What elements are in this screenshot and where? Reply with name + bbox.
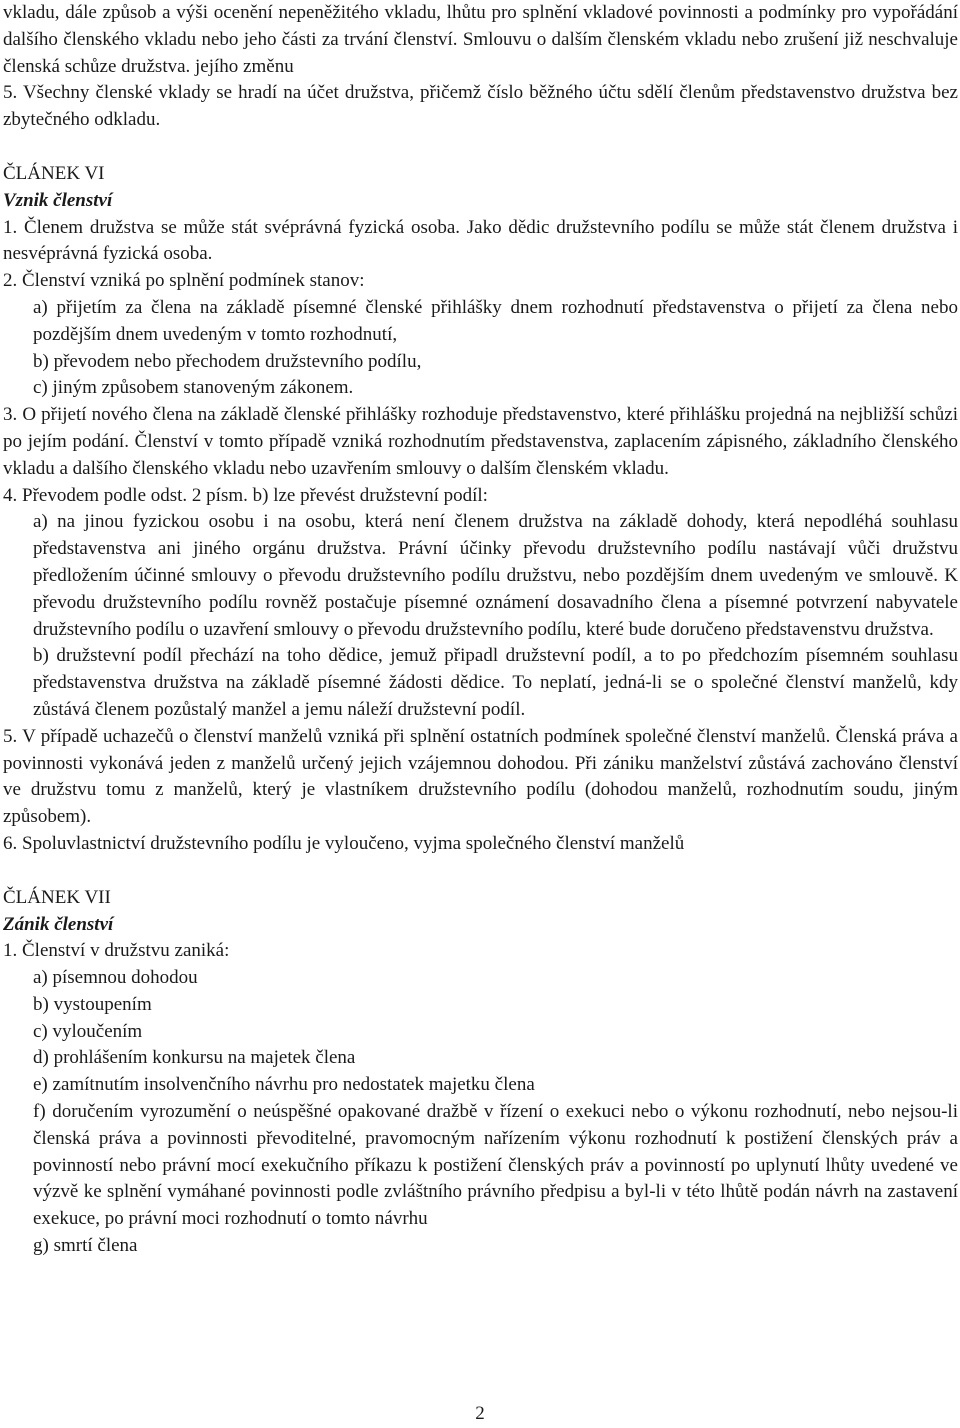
article7-item-a: a) písemnou dohodou (33, 967, 198, 989)
article7-item-f: f) doručením vyrozumění o neúspěšné opakované dražbě v řízení o exekuci nebo o výkonu rozhodnutí, nebo nejsou-li členská práva a povinnosti převoditelné, pravomocným nařízením výkonu rozhodnutí k postižení členských práv a povinností nebo právní mocí exekučního příkazu k postižení členských práv a povinností po uplynutí lhůty uvedené ve výzvě ke splnění vymáhané povinnosti podle zvláštního právního předpisu a byl-li v této lhůtě podán návrh na zastavení exekuce, po právní moci rozhodnutí o tomto návrhu (33, 1101, 958, 1230)
spacer (3, 858, 958, 885)
article7-item-c: c) vyloučením (33, 1020, 143, 1042)
article6-title: Vznik členství (3, 189, 113, 211)
article7-title: Zánik členství (3, 913, 114, 935)
article5-paragraph-4-continuation: vkladu, dále způsob a výši ocenění nepeněžitého vkladu, lhůtu pro splnění vkladové povinnosti a podmínky pro vypořádání dalšího členského vkladu nebo jeho části za trvání členství. Smlouvu o dalším členském vkladu nebo zrušení již neschvaluje členská schůze družstva. jejího změnu (3, 2, 958, 77)
article6-paragraph-4: 4. Převodem podle odst. 2 písm. b) lze převést družstevní podíl: (3, 484, 488, 506)
article5-paragraph-5: 5. Všechny členské vklady se hradí na účet družstva, přičemž číslo běžného účtu sdělí členům představenstvo družstva bez zbytečného odkladu. (3, 82, 958, 131)
document-page (3, 0, 958, 1260)
article6-paragraph-5: 5. V případě uchazečů o členství manželů vzniká při splnění ostatních podmínek společné členství manželů. Členská práva a povinnosti vykonává jeden z manželů určený jejich vzájemnou dohodou. Při zániku manželství zůstává zachováno členství ve družstvu tomu z manželů, který je vlastníkem družstevního podílu (dohodou manželů, rozhodnutím soudu, jiným způsobem). (3, 725, 958, 828)
article6-paragraph-6: 6. Spoluvlastnictví družstevního podílu je vyloučeno, vyjma společného členství manželů (3, 832, 685, 854)
spacer (3, 134, 958, 161)
page-number: 2 (475, 1403, 485, 1424)
article6-paragraph-3: 3. O přijetí nového člena na základě členské přihlášky rozhoduje představenstvo, které přihlášku projedná na nejbližší schůzi po jejím podání. Členství v tomto případě vzniká rozhodnutím představenstva, zaplacením zápisného, základního členského vkladu a dalšího členského vkladu nebo uzavřením smlouvy o dalším členském vkladu. (3, 404, 958, 479)
article6-paragraph-4a: a) na jinou fyzickou osobu i na osobu, která není členem družstva na základě dohody, která nepodléhá souhlasu představenstva ani jiného orgánu družstva. Právní účinky převodu družstevního podílu nastávají vůči družstvu předložením účinné smlouvy o převodu družstevního podílu družstvu, nebo pozdějším dnem uvedeným ve smlouvě. K převodu družstevního podílu rovněž postačuje písemné oznámení dosavadního člena a písemné potvrzení nabyvatele družstevního podílu o uzavření smlouvy o převodu družstevního podílu, které bude doručeno představenstvu družstva. (33, 511, 958, 640)
article7-paragraph-1: 1. Členství v družstvu zaniká: (3, 940, 230, 962)
article7-item-e: e) zamítnutím insolvenčního návrhu pro nedostatek majetku člena (33, 1074, 535, 1096)
article6-paragraph-1: 1. Členem družstva se může stát svéprávná fyzická osoba. Jako dědic družstevního podílu se může stát členem družstva i nesvéprávná fyzická osoba. (3, 216, 958, 265)
article7-heading: ČLÁNEK VII (3, 886, 111, 908)
article6-paragraph-4b: b) družstevní podíl přechází na toho dědice, jemuž připadl družstevní podíl, a to po předchozím písemném souhlasu představenstva družstva na základě písemné žádosti dědice. To neplatí, jedná-li se o společné členství manželů, kdy zůstává členem pozůstalý manžel a jemu náleží družstevní podíl. (33, 645, 958, 720)
article6-heading: ČLÁNEK VI (3, 162, 105, 184)
article6-paragraph-2c: c) jiným způsobem stanoveným zákonem. (33, 377, 354, 399)
article7-item-g: g) smrtí člena (33, 1235, 138, 1257)
article6-paragraph-2a: a) přijetím za člena na základě písemné členské přihlášky dnem rozhodnutí představenstva o přijetí za člena nebo pozdějším dnem uvedeným v tomto rozhodnutí, (33, 296, 958, 345)
article7-item-d: d) prohlášením konkursu na majetek člena (33, 1047, 356, 1069)
article6-paragraph-2: 2. Členství vzniká po splnění podmínek stanov: (3, 270, 365, 292)
article6-paragraph-2b: b) převodem nebo přechodem družstevního podílu, (33, 350, 422, 372)
article7-item-b: b) vystoupením (33, 993, 152, 1015)
